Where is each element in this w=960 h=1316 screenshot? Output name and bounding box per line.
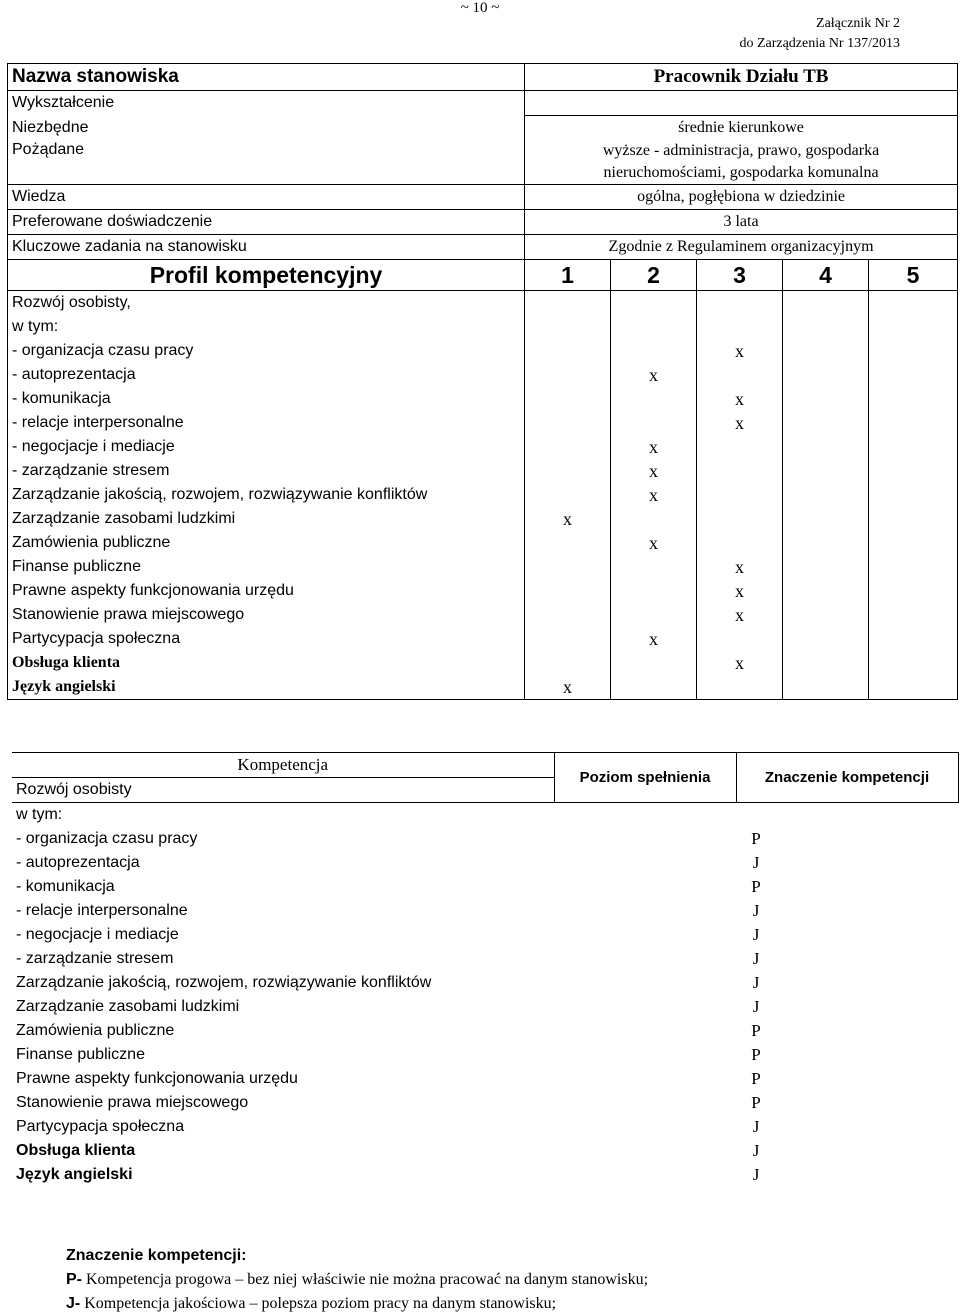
- legend-j-key: J-: [66, 1295, 81, 1312]
- page-number: ~ 10 ~: [460, 0, 500, 16]
- level-1-cell: [525, 603, 611, 627]
- experience-label: Preferowane doświadczenie: [8, 210, 525, 235]
- profile-group-cell: [783, 291, 869, 340]
- profile-row: [8, 507, 958, 531]
- level-5-cell: [869, 483, 958, 507]
- competence-row: [12, 1019, 958, 1043]
- annex-label: [739, 14, 900, 54]
- level-1-cell: [525, 435, 611, 459]
- legend: [66, 1244, 648, 1316]
- profile-row: [8, 411, 958, 435]
- profile-row-label: Partycypacja społeczna: [8, 627, 525, 651]
- competence-row-label: - zarządzanie stresem: [16, 950, 174, 967]
- position-name-value: Pracownik Działu TB: [525, 64, 958, 91]
- level-2-cell: [611, 411, 697, 435]
- competence-row-value: J: [752, 973, 760, 992]
- required-education-label: Niezbędne: [8, 116, 525, 141]
- annex-line-2: do Zarządzenia Nr 137/2013: [739, 36, 900, 51]
- level-3-cell: x: [697, 339, 783, 363]
- level-1-cell: [525, 483, 611, 507]
- position-name-label: Nazwa stanowiska: [8, 64, 525, 91]
- position-profile-table: [7, 63, 958, 700]
- level-5-cell: [869, 627, 958, 651]
- level-1-cell: [525, 579, 611, 603]
- competence-row: [12, 995, 958, 1019]
- level-5-cell: [869, 459, 958, 483]
- competence-row-value: P: [751, 1093, 761, 1112]
- significance-header: Znaczenie kompetencji: [736, 753, 958, 803]
- desired-education-line-2: nieruchomościami, gospodarka komunalna: [603, 164, 879, 181]
- level-1-cell: [525, 627, 611, 651]
- profile-row: [8, 555, 958, 579]
- level-header-4: 4: [783, 260, 869, 291]
- knowledge-label: Wiedza: [8, 185, 525, 210]
- competence-group-line-1: Rozwój osobisty: [12, 778, 554, 803]
- level-1-cell: x: [525, 675, 611, 700]
- competence-row-value: J: [752, 1141, 760, 1160]
- empty-cell: [554, 803, 736, 828]
- competence-row-value: J: [752, 853, 760, 872]
- legend-title: Znaczenie kompetencji:: [66, 1247, 247, 1264]
- level-4-cell: [783, 651, 869, 675]
- level-3-cell: [697, 483, 783, 507]
- profile-row: [8, 603, 958, 627]
- level-2-cell: x: [611, 627, 697, 651]
- level-1-cell: x: [525, 507, 611, 531]
- competence-row-label: Finanse publiczne: [16, 1046, 145, 1063]
- competence-row-label: Zarządzanie zasobami ludzkimi: [16, 998, 240, 1015]
- level-4-cell: [783, 579, 869, 603]
- competence-rows: [12, 827, 958, 1187]
- profile-row-label: - komunikacja: [8, 387, 525, 411]
- required-education-value: średnie kierunkowe: [525, 116, 958, 141]
- profile-row-label: Język angielski: [8, 675, 525, 700]
- profile-group-cell: [697, 291, 783, 340]
- level-3-cell: x: [697, 387, 783, 411]
- profile-title: Profil kompetencyjny: [8, 260, 525, 291]
- competence-row: [12, 851, 958, 875]
- level-5-cell: [869, 339, 958, 363]
- profile-row: [8, 651, 958, 675]
- profile-row-label: Zarządzanie zasobami ludzkimi: [8, 507, 525, 531]
- profile-row-label: Finanse publiczne: [8, 555, 525, 579]
- level-3-cell: x: [697, 651, 783, 675]
- level-met-header: Poziom spełnienia: [554, 753, 736, 803]
- experience-value: 3 lata: [525, 210, 958, 235]
- level-5-cell: [869, 387, 958, 411]
- competence-row-value: J: [752, 949, 760, 968]
- profile-row: [8, 339, 958, 363]
- competence-group-line-2: w tym:: [16, 806, 63, 823]
- competence-row-value: P: [751, 829, 761, 848]
- level-5-cell: [869, 435, 958, 459]
- profile-group-line-2: w tym:: [12, 318, 59, 335]
- level-5-cell: [869, 675, 958, 700]
- profile-group-cell: [869, 291, 958, 340]
- competence-row-label: - organizacja czasu pracy: [16, 830, 198, 847]
- desired-education-value: [525, 140, 958, 185]
- level-2-cell: [611, 675, 697, 700]
- level-4-cell: [783, 555, 869, 579]
- level-3-cell: [697, 675, 783, 700]
- level-3-cell: x: [697, 555, 783, 579]
- level-1-cell: [525, 387, 611, 411]
- level-4-cell: [783, 507, 869, 531]
- level-4-cell: [783, 627, 869, 651]
- profile-row-label: - organizacja czasu pracy: [8, 339, 525, 363]
- profile-group-cell: [525, 291, 611, 340]
- level-4-cell: [783, 411, 869, 435]
- level-2-cell: [611, 555, 697, 579]
- level-2-cell: [611, 603, 697, 627]
- profile-row-label: - negocjacje i mediacje: [8, 435, 525, 459]
- level-5-cell: [869, 603, 958, 627]
- level-header-1: 1: [525, 260, 611, 291]
- competence-row-label: - komunikacja: [16, 878, 115, 895]
- competence-row-value: P: [751, 877, 761, 896]
- education-label: Wykształcenie: [8, 91, 525, 116]
- level-3-cell: [697, 507, 783, 531]
- competence-row: [12, 899, 958, 923]
- level-5-cell: [869, 363, 958, 387]
- level-3-cell: [697, 459, 783, 483]
- level-3-cell: [697, 435, 783, 459]
- level-3-cell: [697, 531, 783, 555]
- profile-row: [8, 531, 958, 555]
- legend-p-text: Kompetencja progowa – bez niej właściwie nie można pracować na danym stanowisku;: [82, 1271, 649, 1288]
- annex-line-1: Załącznik Nr 2: [816, 16, 900, 31]
- level-5-cell: [869, 579, 958, 603]
- competence-row-value: J: [752, 997, 760, 1016]
- profile-row: [8, 459, 958, 483]
- competence-row-value: P: [751, 1021, 761, 1040]
- level-2-cell: x: [611, 483, 697, 507]
- competence-row-value: P: [751, 1045, 761, 1064]
- competence-row-value: J: [752, 1117, 760, 1136]
- competence-row-value: P: [751, 1069, 761, 1088]
- profile-row-label: Zarządzanie jakością, rozwojem, rozwiązywanie konfliktów: [8, 483, 525, 507]
- profile-row: [8, 675, 958, 700]
- level-2-cell: [611, 651, 697, 675]
- level-3-cell: [697, 363, 783, 387]
- level-2-cell: [611, 507, 697, 531]
- legend-p-key: P-: [66, 1271, 82, 1288]
- level-4-cell: [783, 387, 869, 411]
- competence-header: Kompetencja: [12, 753, 554, 778]
- level-5-cell: [869, 411, 958, 435]
- competence-row: [12, 971, 958, 995]
- legend-j: [66, 1292, 648, 1316]
- profile-row-label: Prawne aspekty funkcjonowania urzędu: [8, 579, 525, 603]
- competence-row: [12, 1091, 958, 1115]
- level-4-cell: [783, 363, 869, 387]
- profile-rows: [8, 339, 958, 700]
- level-4-cell: [783, 483, 869, 507]
- profile-group-label: [8, 291, 525, 340]
- profile-row-label: - autoprezentacja: [8, 363, 525, 387]
- legend-p: [66, 1268, 648, 1292]
- competence-row-label: Partycypacja społeczna: [16, 1118, 185, 1135]
- empty-cell: [736, 803, 958, 828]
- level-3-cell: x: [697, 411, 783, 435]
- level-1-cell: [525, 339, 611, 363]
- profile-row: [8, 627, 958, 651]
- level-5-cell: [869, 651, 958, 675]
- level-3-cell: [697, 627, 783, 651]
- level-2-cell: [611, 579, 697, 603]
- competence-row: [12, 923, 958, 947]
- level-1-cell: [525, 555, 611, 579]
- competence-significance-table: [12, 752, 959, 1187]
- profile-row-label: - zarządzanie stresem: [8, 459, 525, 483]
- competence-row-label: - autoprezentacja: [16, 854, 140, 871]
- level-4-cell: [783, 531, 869, 555]
- level-3-cell: x: [697, 579, 783, 603]
- competence-row: [12, 1043, 958, 1067]
- desired-education-label: Pożądane: [8, 140, 525, 185]
- key-tasks-label: Kluczowe zadania na stanowisku: [8, 235, 525, 260]
- knowledge-value: ogólna, pogłębiona w dziedzinie: [525, 185, 958, 210]
- legend-j-text: Kompetencja jakościowa – polepsza poziom pracy na danym stanowisku;: [80, 1295, 557, 1312]
- level-2-cell: x: [611, 531, 697, 555]
- level-header-2: 2: [611, 260, 697, 291]
- profile-row-label: Zamówienia publiczne: [8, 531, 525, 555]
- competence-row-label: Obsługa klienta: [16, 1142, 136, 1159]
- competence-row-label: Zarządzanie jakością, rozwojem, rozwiązywanie konfliktów: [16, 974, 432, 991]
- competence-row-label: - negocjacje i mediacje: [16, 926, 179, 943]
- level-2-cell: x: [611, 363, 697, 387]
- level-2-cell: [611, 339, 697, 363]
- level-4-cell: [783, 459, 869, 483]
- level-5-cell: [869, 507, 958, 531]
- desired-education-line-1: wyższe - administracja, prawo, gospodarka: [602, 142, 880, 159]
- competence-row: [12, 1115, 958, 1139]
- competence-row-label: Stanowienie prawa miejscowego: [16, 1094, 249, 1111]
- competence-row: [12, 875, 958, 899]
- level-2-cell: [611, 387, 697, 411]
- profile-row: [8, 579, 958, 603]
- level-1-cell: [525, 363, 611, 387]
- profile-row: [8, 363, 958, 387]
- competence-row: [12, 1067, 958, 1091]
- education-value: [525, 91, 958, 116]
- key-tasks-value: Zgodnie z Regulaminem organizacyjnym: [525, 235, 958, 260]
- level-2-cell: x: [611, 435, 697, 459]
- profile-row-label: - relacje interpersonalne: [8, 411, 525, 435]
- competence-row-label: - relacje interpersonalne: [16, 902, 188, 919]
- level-header-5: 5: [869, 260, 958, 291]
- profile-group-cell: [611, 291, 697, 340]
- profile-row-label: Obsługa klienta: [8, 651, 525, 675]
- level-5-cell: [869, 531, 958, 555]
- competence-row: [12, 1139, 958, 1163]
- competence-row-label: Język angielski: [16, 1166, 133, 1183]
- competence-row-value: J: [752, 1165, 760, 1184]
- level-4-cell: [783, 675, 869, 700]
- competence-row-value: J: [752, 925, 760, 944]
- level-header-3: 3: [697, 260, 783, 291]
- level-3-cell: x: [697, 603, 783, 627]
- competence-row-value: J: [752, 901, 760, 920]
- profile-row: [8, 387, 958, 411]
- level-1-cell: [525, 531, 611, 555]
- profile-group-line-1: Rozwój osobisty,: [12, 294, 131, 311]
- level-2-cell: x: [611, 459, 697, 483]
- competence-row: [12, 827, 958, 851]
- level-1-cell: [525, 651, 611, 675]
- competence-row: [12, 1163, 958, 1187]
- profile-row: [8, 435, 958, 459]
- competence-row-label: Zamówienia publiczne: [16, 1022, 175, 1039]
- profile-row-label: Stanowienie prawa miejscowego: [8, 603, 525, 627]
- profile-row: [8, 483, 958, 507]
- level-4-cell: [783, 339, 869, 363]
- level-4-cell: [783, 435, 869, 459]
- level-1-cell: [525, 411, 611, 435]
- level-1-cell: [525, 459, 611, 483]
- competence-row-label: Prawne aspekty funkcjonowania urzędu: [16, 1070, 298, 1087]
- level-4-cell: [783, 603, 869, 627]
- level-5-cell: [869, 555, 958, 579]
- competence-row: [12, 947, 958, 971]
